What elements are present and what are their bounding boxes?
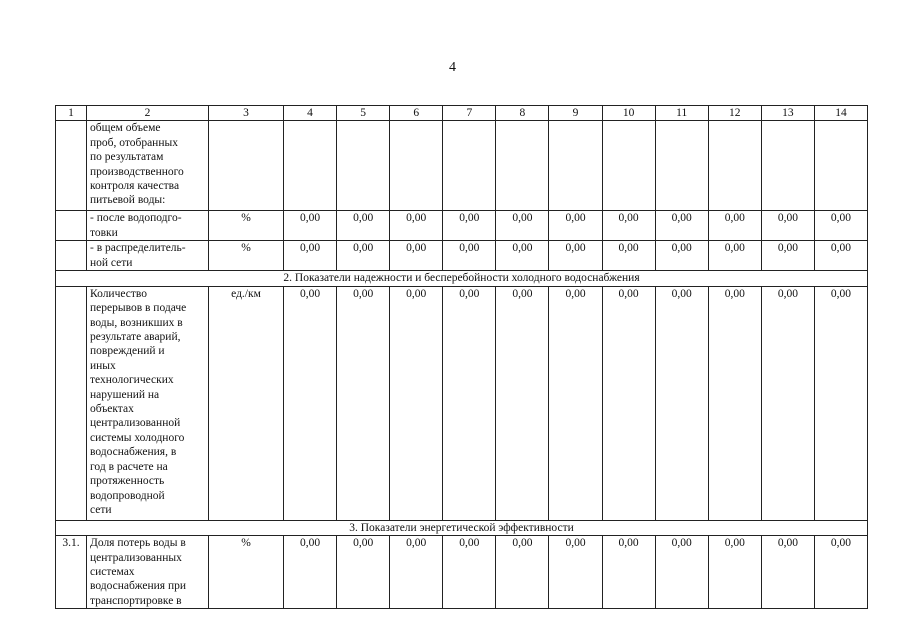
value-cell: 0,00 xyxy=(761,211,814,241)
value-cell: 0,00 xyxy=(284,536,337,609)
column-number: 9 xyxy=(549,106,602,121)
value-cell: 0,00 xyxy=(549,286,602,520)
value-cell: 0,00 xyxy=(337,241,390,271)
unit-cell: % xyxy=(209,536,284,609)
value-cell xyxy=(443,121,496,211)
value-cell: 0,00 xyxy=(655,241,708,271)
section-title: 2. Показатели надежности и бесперебойности холодного водоснабжения xyxy=(56,271,868,286)
indicator-name-line: протяженность xyxy=(90,475,165,488)
value-cell: 0,00 xyxy=(655,536,708,609)
column-number: 3 xyxy=(209,106,284,121)
value-cell: 0,00 xyxy=(814,286,867,520)
column-number: 13 xyxy=(761,106,814,121)
column-number: 1 xyxy=(56,106,87,121)
value-cell: 0,00 xyxy=(549,241,602,271)
indicator-name-line: технологических xyxy=(90,374,174,387)
value-cell: 0,00 xyxy=(284,241,337,271)
column-number: 4 xyxy=(284,106,337,121)
indicator-name xyxy=(87,241,209,271)
value-cell: 0,00 xyxy=(602,536,655,609)
indicator-name-line: объектах xyxy=(90,403,134,416)
indicator-name-line: нарушений на xyxy=(90,388,160,401)
indicator-name-line: контроля качества xyxy=(90,180,180,193)
column-number: 5 xyxy=(337,106,390,121)
value-cell: 0,00 xyxy=(390,241,443,271)
value-cell: 0,00 xyxy=(708,211,761,241)
value-cell: 0,00 xyxy=(496,536,549,609)
value-cell: 0,00 xyxy=(390,536,443,609)
value-cell: 0,00 xyxy=(761,536,814,609)
indicator-name-line: - в распределитель- xyxy=(90,242,186,255)
value-cell xyxy=(284,121,337,211)
indicator-name-line: производственного xyxy=(90,165,184,178)
section-title: 3. Показатели энергетической эффективности xyxy=(56,520,868,535)
indicator-name-line: воды, возникших в xyxy=(90,316,183,329)
column-number: 12 xyxy=(708,106,761,121)
section-row xyxy=(56,271,868,286)
value-cell xyxy=(814,121,867,211)
row-number xyxy=(56,241,87,271)
table-row xyxy=(56,536,868,609)
table-row xyxy=(56,241,868,271)
indicator-name-line: товки xyxy=(90,226,118,239)
value-cell: 0,00 xyxy=(655,286,708,520)
unit-cell xyxy=(209,121,284,211)
unit-cell: ед./км xyxy=(209,286,284,520)
value-cell: 0,00 xyxy=(390,211,443,241)
value-cell: 0,00 xyxy=(761,241,814,271)
value-cell: 0,00 xyxy=(443,286,496,520)
value-cell: 0,00 xyxy=(443,536,496,609)
value-cell: 0,00 xyxy=(814,241,867,271)
value-cell: 0,00 xyxy=(814,536,867,609)
table-row xyxy=(56,121,868,211)
value-cell: 0,00 xyxy=(602,286,655,520)
indicator-name-line: проб, отобранных xyxy=(90,136,178,149)
indicator-name-line: повреждений и xyxy=(90,345,165,358)
value-cell xyxy=(655,121,708,211)
value-cell: 0,00 xyxy=(708,286,761,520)
column-number: 7 xyxy=(443,106,496,121)
indicator-name xyxy=(87,536,209,609)
page-number: 4 xyxy=(449,60,456,75)
value-cell: 0,00 xyxy=(496,286,549,520)
value-cell: 0,00 xyxy=(337,211,390,241)
table-row xyxy=(56,286,868,520)
indicators-table xyxy=(55,105,868,609)
value-cell: 0,00 xyxy=(655,211,708,241)
value-cell: 0,00 xyxy=(814,211,867,241)
value-cell: 0,00 xyxy=(708,241,761,271)
value-cell: 0,00 xyxy=(602,241,655,271)
column-number: 8 xyxy=(496,106,549,121)
indicator-name-line: результате аварий, xyxy=(90,331,181,344)
value-cell xyxy=(496,121,549,211)
indicator-name-line: системы холодного xyxy=(90,431,185,444)
value-cell: 0,00 xyxy=(337,536,390,609)
indicator-name-line: водоснабжения, в xyxy=(90,446,177,459)
column-number: 6 xyxy=(390,106,443,121)
value-cell: 0,00 xyxy=(284,286,337,520)
indicator-name-line: транспортировке в xyxy=(90,594,182,607)
value-cell: 0,00 xyxy=(337,286,390,520)
column-number: 11 xyxy=(655,106,708,121)
value-cell xyxy=(602,121,655,211)
indicator-name-line: иных xyxy=(90,359,116,372)
indicator-name-line: сети xyxy=(90,503,112,516)
value-cell: 0,00 xyxy=(284,211,337,241)
indicator-name-line: водопроводной xyxy=(90,489,165,502)
indicator-name-line: ной сети xyxy=(90,256,133,269)
column-number: 10 xyxy=(602,106,655,121)
unit-cell: % xyxy=(209,241,284,271)
indicator-name-line: Количество xyxy=(90,287,147,300)
value-cell: 0,00 xyxy=(549,211,602,241)
value-cell xyxy=(337,121,390,211)
value-cell xyxy=(549,121,602,211)
indicator-name-line: водоснабжения при xyxy=(90,580,187,593)
value-cell xyxy=(390,121,443,211)
table-body xyxy=(56,106,868,609)
row-number: 3.1. xyxy=(56,536,87,609)
indicator-name-line: Доля потерь воды в xyxy=(90,537,186,550)
row-number xyxy=(56,286,87,520)
value-cell: 0,00 xyxy=(602,211,655,241)
value-cell xyxy=(761,121,814,211)
indicator-name-line: централизованных xyxy=(90,551,182,564)
value-cell: 0,00 xyxy=(761,286,814,520)
indicator-name-line: централизованной xyxy=(90,417,181,430)
value-cell: 0,00 xyxy=(549,536,602,609)
indicator-name-line: год в расчете на xyxy=(90,460,168,473)
value-cell: 0,00 xyxy=(390,286,443,520)
indicator-name xyxy=(87,211,209,241)
value-cell: 0,00 xyxy=(443,241,496,271)
value-cell: 0,00 xyxy=(443,211,496,241)
indicator-name-line: системах xyxy=(90,566,135,579)
table-row xyxy=(56,211,868,241)
row-number xyxy=(56,121,87,211)
section-row xyxy=(56,520,868,535)
indicator-name-line: перерывов в подаче xyxy=(90,302,187,315)
unit-cell: % xyxy=(209,211,284,241)
column-number: 2 xyxy=(87,106,209,121)
value-cell: 0,00 xyxy=(496,211,549,241)
indicator-name xyxy=(87,121,209,211)
indicator-name xyxy=(87,286,209,520)
indicator-name-line: по результатам xyxy=(90,151,164,164)
value-cell xyxy=(708,121,761,211)
indicator-name-line: питьевой воды: xyxy=(90,194,166,207)
row-number xyxy=(56,211,87,241)
column-number: 14 xyxy=(814,106,867,121)
indicator-name-line: - после водоподго- xyxy=(90,212,182,225)
header-row xyxy=(56,106,868,121)
indicator-name-line: общем объеме xyxy=(90,122,161,135)
value-cell: 0,00 xyxy=(708,536,761,609)
value-cell: 0,00 xyxy=(496,241,549,271)
